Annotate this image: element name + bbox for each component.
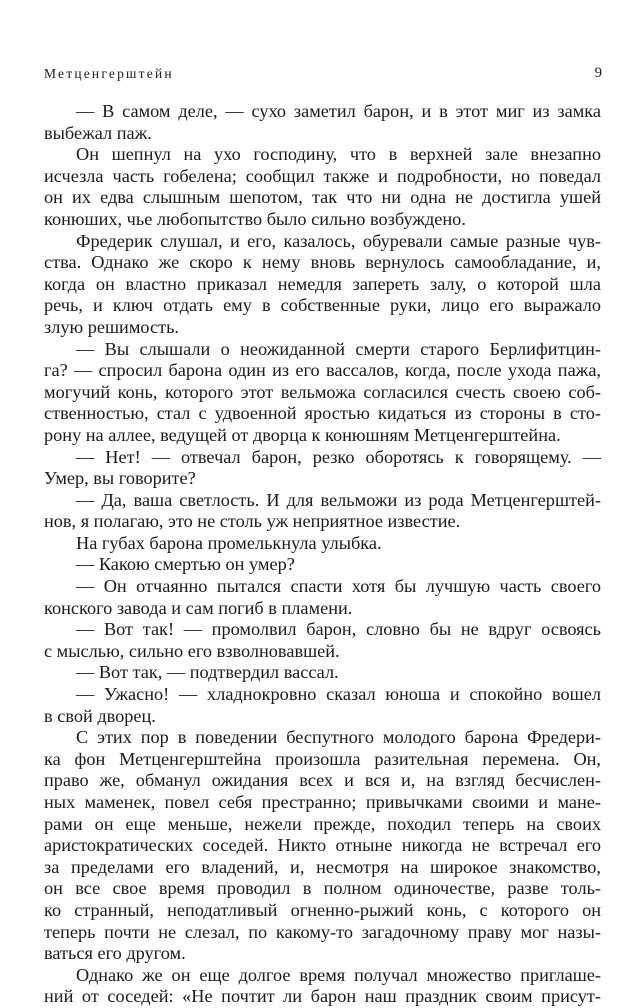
text-line: он их едва слышным шепотом, так что ни одна не достигла ушей	[44, 187, 601, 208]
running-title: Метценгерштейн	[44, 66, 174, 81]
text-line: ваться его другом.	[44, 943, 186, 964]
text-line: речь, и ключ отдать ему в собственные руки, лицо его выражало	[44, 295, 601, 316]
paragraph	[44, 619, 601, 662]
text-line: ка фон Метценгерштейна произошла разительная перемена. Он,	[44, 748, 601, 769]
text-line: он все свое время проводил в полном одиночестве, разве толь-	[44, 878, 601, 899]
text-line: Однако же он еще долгое время получал множество приглашe-	[76, 964, 601, 985]
text-line: нов, я полагаю, это не столь уж неприятное известие.	[44, 511, 461, 532]
text-line: злую решимость.	[44, 316, 180, 337]
paragraph	[44, 684, 601, 727]
text-line: когда он властно приказал немедля запереть залу, о которой шла	[44, 273, 601, 294]
text-line: исчезла часть гобелена; сообщил также и подробности, но поведал	[44, 165, 601, 186]
page-number: 9	[594, 65, 602, 81]
paragraph	[44, 447, 601, 490]
text-line: ственностью, стал с удвоенной яростью кидаться из стороны в сто-	[44, 403, 601, 424]
text-line: — Нет! — отвечал барон, резко оборотясь к говорящему. —	[76, 446, 601, 467]
text-line: — Ужасно! — хладнокровно сказал юноша и спокойно вошел	[76, 684, 601, 705]
paragraph	[44, 533, 601, 555]
text-line: Он шепнул на ухо господину, что в верхней зале внезапно	[76, 144, 601, 165]
text-line: ко странный, неподатливый огненно-рыжий конь, с которого он	[44, 899, 601, 920]
text-line: рону на аллее, ведущей от дворца к конюшням Метценгерштейна.	[44, 424, 561, 445]
text-line: за пределами его владений, и, несмотря на широкое знакомство,	[44, 856, 601, 877]
text-line: могучий конь, которого этот вельможа согласился счесть своею соб-	[44, 381, 601, 402]
text-line: конюших, чье любопытство было сильно возбуждено.	[44, 208, 466, 229]
paragraph	[44, 662, 601, 684]
text-line: — В самом деле, — сухо заметил барон, и в этот миг из замка	[76, 101, 601, 121]
text-line: С этих пор в поведении беспутного молодого барона Фредери-	[76, 727, 601, 748]
text-line: га? — спросил барона один из его вассалов, когда, после ухода пажа,	[44, 360, 601, 381]
text-line: Фредерик слушал, и его, казалось, обуревали самые разные чув-	[76, 230, 601, 251]
text-line: рами он еще меньше, нежели прежде, походил теперь на своих	[44, 813, 601, 834]
text-line: аристократических соседей. Никто отныне никогда не встречал его	[44, 835, 601, 856]
body-text	[44, 101, 601, 1008]
text-line: ства. Однако же скоро к нему вновь вернулось самообладание, и,	[44, 252, 601, 273]
text-line: конского завода и сам погиб в пламени.	[44, 597, 353, 618]
text-line: ных маменек, повел себя престранно; привычками своими и мане-	[44, 792, 601, 812]
text-line: — Да, ваша светлость. И для вельможи из рода Метценгерштей-	[76, 489, 601, 510]
text-line: — Вот так! — промолвил барон, словно бы не вдруг освоясь	[76, 619, 601, 640]
text-line: На губах барона промелькнула улыбка.	[76, 532, 382, 553]
text-line: с мыслью, сильно его взволновавшей.	[44, 640, 340, 661]
paragraph	[44, 490, 601, 533]
text-line: Умер, вы говорите?	[44, 468, 196, 489]
paragraph	[44, 231, 601, 339]
paragraph	[44, 576, 601, 619]
text-line: — Вы слышали о неожиданной смерти старого Берлифитцин-	[76, 338, 601, 359]
text-line: — Он отчаянно пытался спасти хотя бы лучшую часть своего	[76, 576, 601, 597]
paragraph	[44, 554, 601, 576]
text-line: ний от соседей: «Не почтит ли барон наш праздник своим присут-	[44, 986, 601, 1007]
text-line: теперь почти не слезал, по какому-то загадочному праву мог назы-	[44, 921, 601, 942]
paragraph	[44, 965, 601, 1008]
text-line: — Вот так, — подтвердил вассал.	[76, 662, 339, 683]
text-line: право же, обманул ожидания всех и вся и, на взгляд бесчислен-	[44, 770, 601, 791]
text-line: — Какою смертью он умер?	[76, 554, 295, 575]
paragraph	[44, 101, 601, 144]
text-line: выбежал паж.	[44, 122, 152, 143]
paragraph	[44, 727, 601, 965]
paragraph	[44, 144, 601, 230]
text-line: в свой дворец.	[44, 705, 156, 726]
paragraph	[44, 339, 601, 447]
